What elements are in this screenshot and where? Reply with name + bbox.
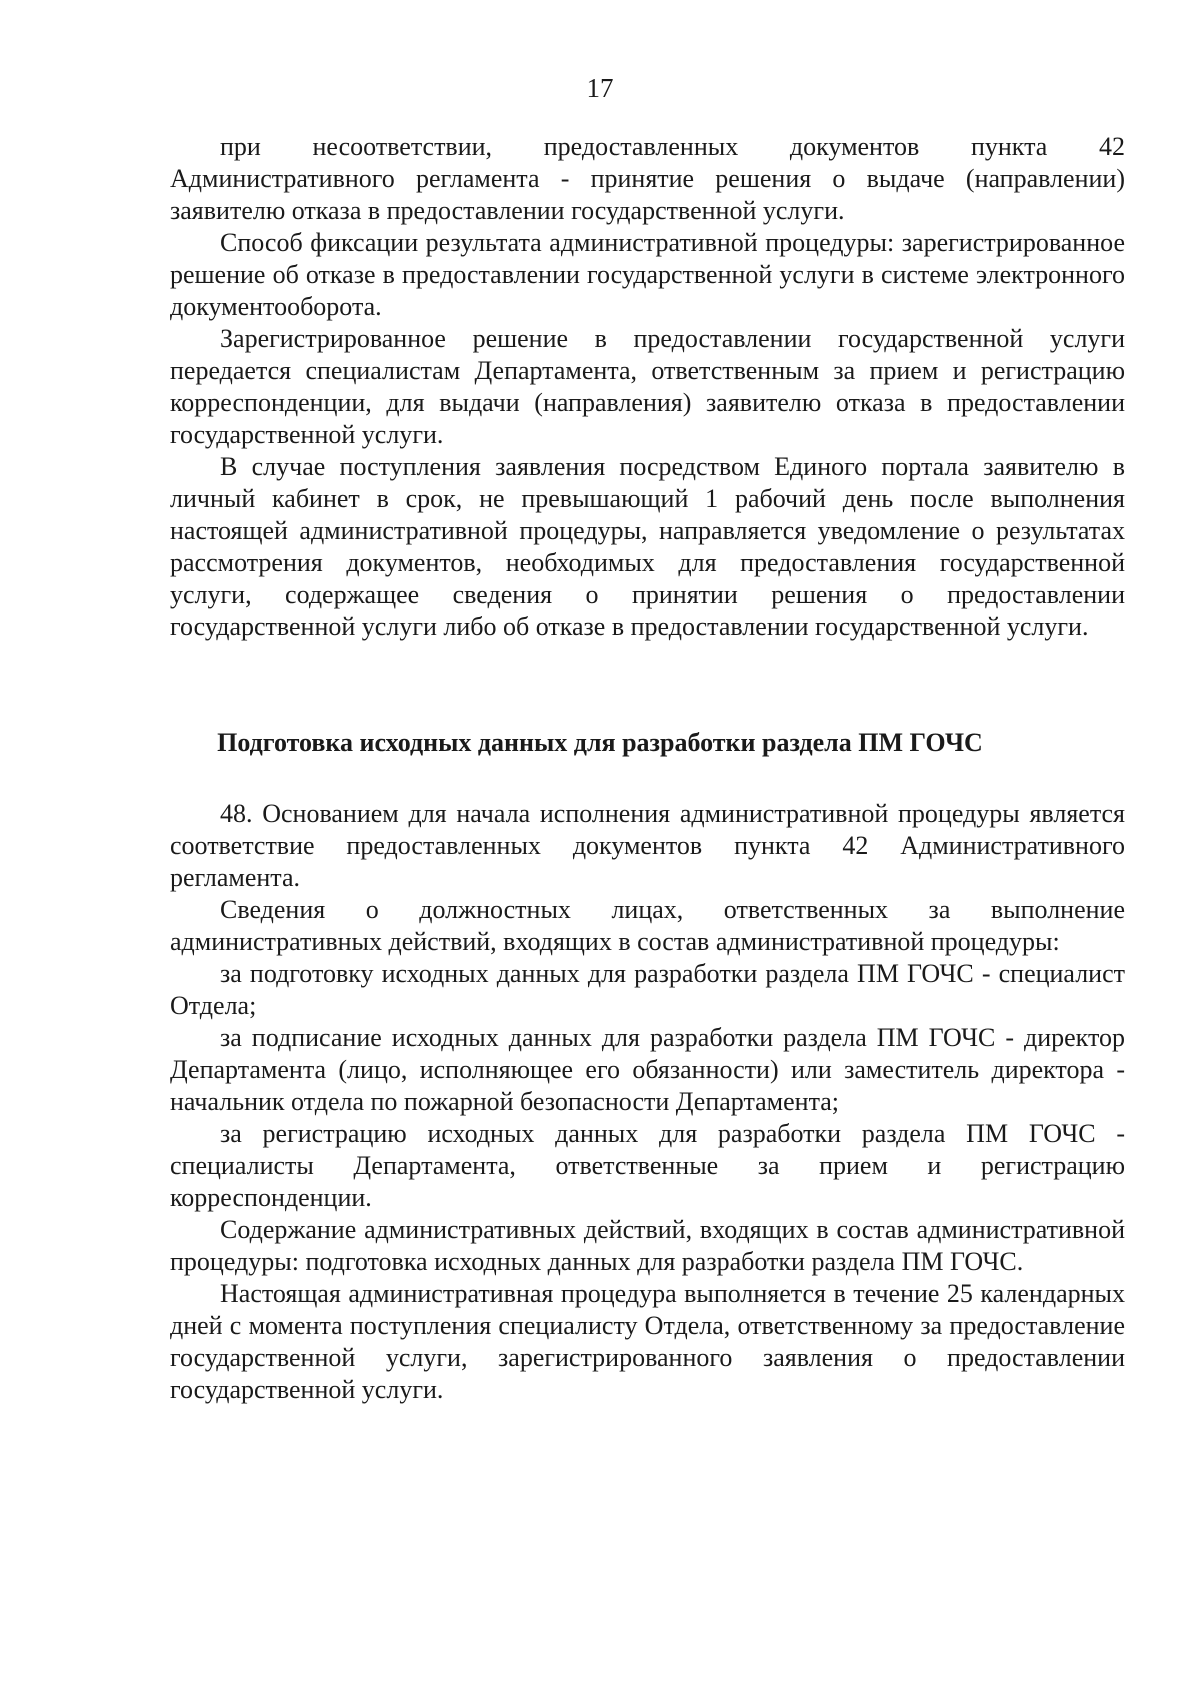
page-number: 17 (586, 73, 614, 103)
paragraph-fixation-method: Способ фиксации результата административной процедуры: зарегистрированное решение об отказе в предоставлении государственной услуги в системе электронного документооборота. (170, 228, 1125, 321)
text-block-before-heading (170, 131, 1125, 643)
paragraph-actions-content: Содержание административных действий, входящих в состав административной процедуры: подготовка исходных данных для разработки раздела ПМ ГОЧС. (170, 1215, 1125, 1276)
text-block-after-heading (170, 798, 1125, 1406)
paragraph-item-48: 48. Основанием для начала исполнения административной процедуры является соответствие предоставленных документов пункта 42 Административного регламента. (170, 799, 1125, 892)
paragraph-procedure-duration: Настоящая административная процедура выполняется в течение 25 календарных дней с момента поступления специалисту Отдела, ответственному за предоставление государственной услуги, зарегистрированного заявления о предоставлении государственной услуги. (170, 1279, 1125, 1404)
paragraph-preparation-responsible: за подготовку исходных данных для разработки раздела ПМ ГОЧС - специалист Отдела; (170, 959, 1125, 1020)
paragraph-portal-notification: В случае поступления заявления посредством Единого портала заявителю в личный кабинет в срок, не превышающий 1 рабочий день после выполнения настоящей административной процедуры, направляется уведомление о результатах рассмотрения документов, необходимых для предоставления государственной услуги, содержащее сведения о принятии решения о предоставлении государственной услуги либо об отказе в предоставлении государственной услуги. (170, 452, 1125, 641)
paragraph-registered-decision: Зарегистрированное решение в предоставлении государственной услуги передается специалистам Департамента, ответственным за прием и регистрацию корреспонденции, для выдачи (направления) заявителю отказа в предоставлении государственной услуги. (170, 324, 1125, 449)
section-heading: Подготовка исходных данных для разработки раздела ПМ ГОЧС (217, 728, 983, 757)
paragraph-signing-responsible: за подписание исходных данных для разработки раздела ПМ ГОЧС - директор Департамента (лицо, исполняющее его обязанности) или заместитель директора - начальник отдела по пожарной безопасности Департамента; (170, 1023, 1125, 1116)
paragraph-registration-responsible: за регистрацию исходных данных для разработки раздела ПМ ГОЧС - специалисты Департамента, ответственные за прием и регистрацию корреспонденции. (170, 1119, 1125, 1212)
paragraph-refusal-decision: при несоответствии, предоставленных документов пункта 42 Административного регламента - принятие решения о выдаче (направлении) заявителю отказа в предоставлении государственной услуги. (170, 132, 1125, 225)
paragraph-responsible-officials: Сведения о должностных лицах, ответственных за выполнение административных действий, входящих в состав административной процедуры: (170, 895, 1125, 956)
